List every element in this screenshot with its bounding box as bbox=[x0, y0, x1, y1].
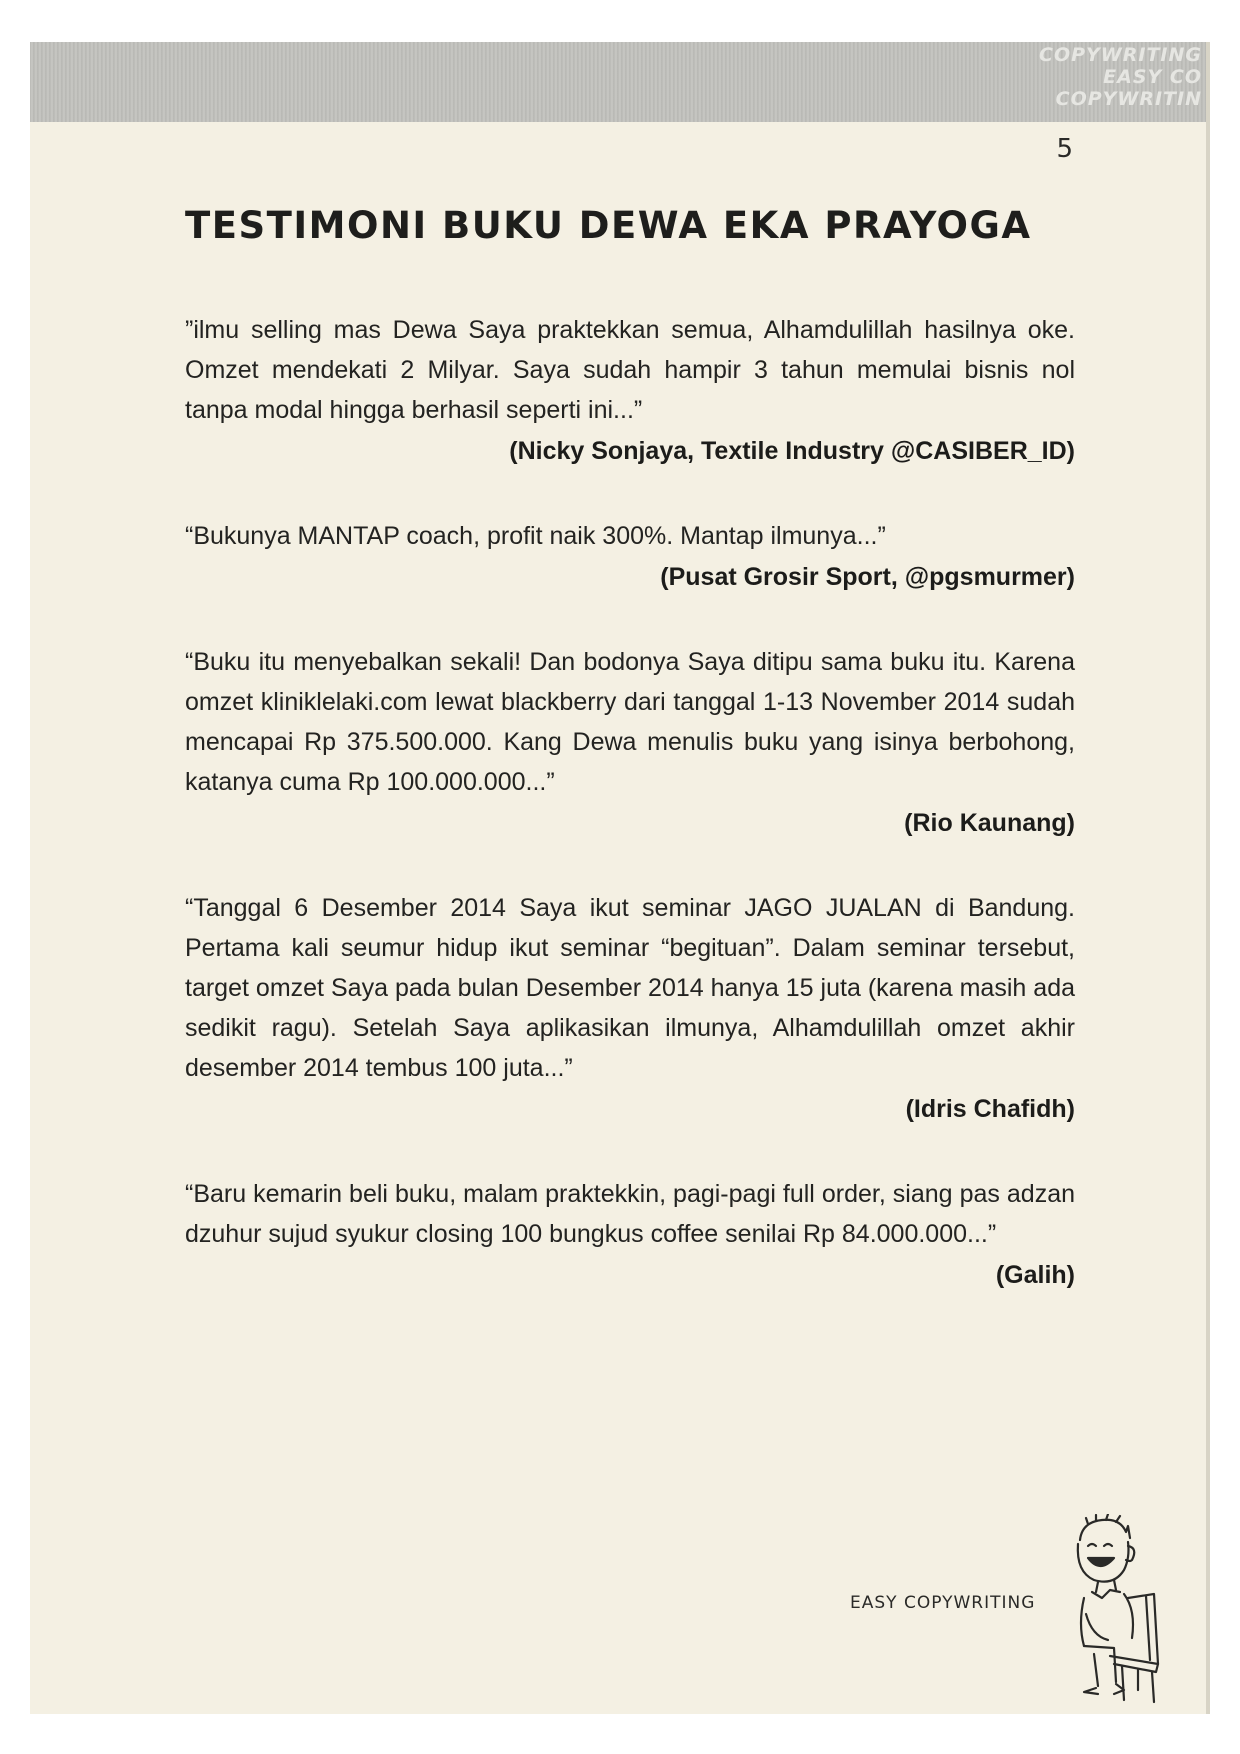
watermark-line: EASY CO bbox=[1103, 66, 1202, 88]
testimonial-item bbox=[185, 888, 1075, 1128]
watermark-line: COPYWRITIN bbox=[1055, 88, 1202, 110]
testimonial-quote: “Buku itu menyebalkan sekali! Dan bodonya Saya ditipu sama buku itu. Karena omzet kliniklelaki.com lewat blackberry dari tanggal 1-13 November 2014 sudah mencapai Rp 375.500.000. Kang Dewa menulis buku yang isinya berbohong, katanya cuma Rp 100.000.000...” bbox=[185, 648, 1075, 796]
testimonial-author: (Galih) bbox=[995, 1261, 1075, 1289]
header-band bbox=[30, 42, 1210, 122]
testimonial-author: (Idris Chafidh) bbox=[905, 1095, 1075, 1123]
page-title: TESTIMONI BUKU DEWA EKA PRAYOGA bbox=[185, 204, 1032, 247]
watermark-line: COPYWRITING bbox=[1039, 44, 1202, 66]
testimonial-item bbox=[185, 642, 1075, 842]
header-watermark bbox=[1012, 44, 1202, 110]
testimonial-quote: “Tanggal 6 Desember 2014 Saya ikut seminar JAGO JUALAN di Bandung. Pertama kali seumur hidup ikut seminar “begituan”. Dalam seminar tersebut, target omzet Saya pada bulan Desember 2014 hanya 15 juta (karena masih ada sedikit ragu). Setelah Saya aplikasikan ilmunya, Alhamdulillah omzet akhir desember 2014 tembus 100 juta...” bbox=[185, 894, 1075, 1082]
testimonial-item bbox=[185, 516, 1075, 596]
testimonial-quote: “Baru kemarin beli buku, malam praktekkin, pagi-pagi full order, siang pas adzan dzuhur sujud syukur closing 100 bungkus coffee senilai Rp 84.000.000...” bbox=[185, 1180, 1075, 1248]
footer-book-title: EASY COPYWRITING bbox=[850, 1593, 1036, 1613]
testimonial-author: (Pusat Grosir Sport, @pgsmurmer) bbox=[660, 563, 1075, 591]
testimonial-author: (Nicky Sonjaya, Textile Industry @CASIBER_ID) bbox=[509, 437, 1075, 465]
testimonial-item bbox=[185, 310, 1075, 470]
testimonial-quote: ”ilmu selling mas Dewa Saya praktekkan semua, Alhamdulillah hasilnya oke. Omzet mendekati 2 Milyar. Saya sudah hampir 3 tahun memulai bisnis nol tanpa modal hingga berhasil seperti ini...” bbox=[185, 316, 1075, 424]
testimonial-quote: “Bukunya MANTAP coach, profit naik 300%. Mantap ilmunya...” bbox=[185, 522, 886, 550]
testimonial-author: (Rio Kaunang) bbox=[904, 809, 1075, 837]
page-number: 5 bbox=[1056, 134, 1073, 164]
testimonial-item bbox=[185, 1174, 1075, 1294]
testimonial-list bbox=[185, 310, 1075, 1340]
page-edge bbox=[1206, 42, 1210, 1714]
cartoon-man-sitting-icon bbox=[1058, 1514, 1168, 1704]
book-page bbox=[30, 42, 1210, 1714]
